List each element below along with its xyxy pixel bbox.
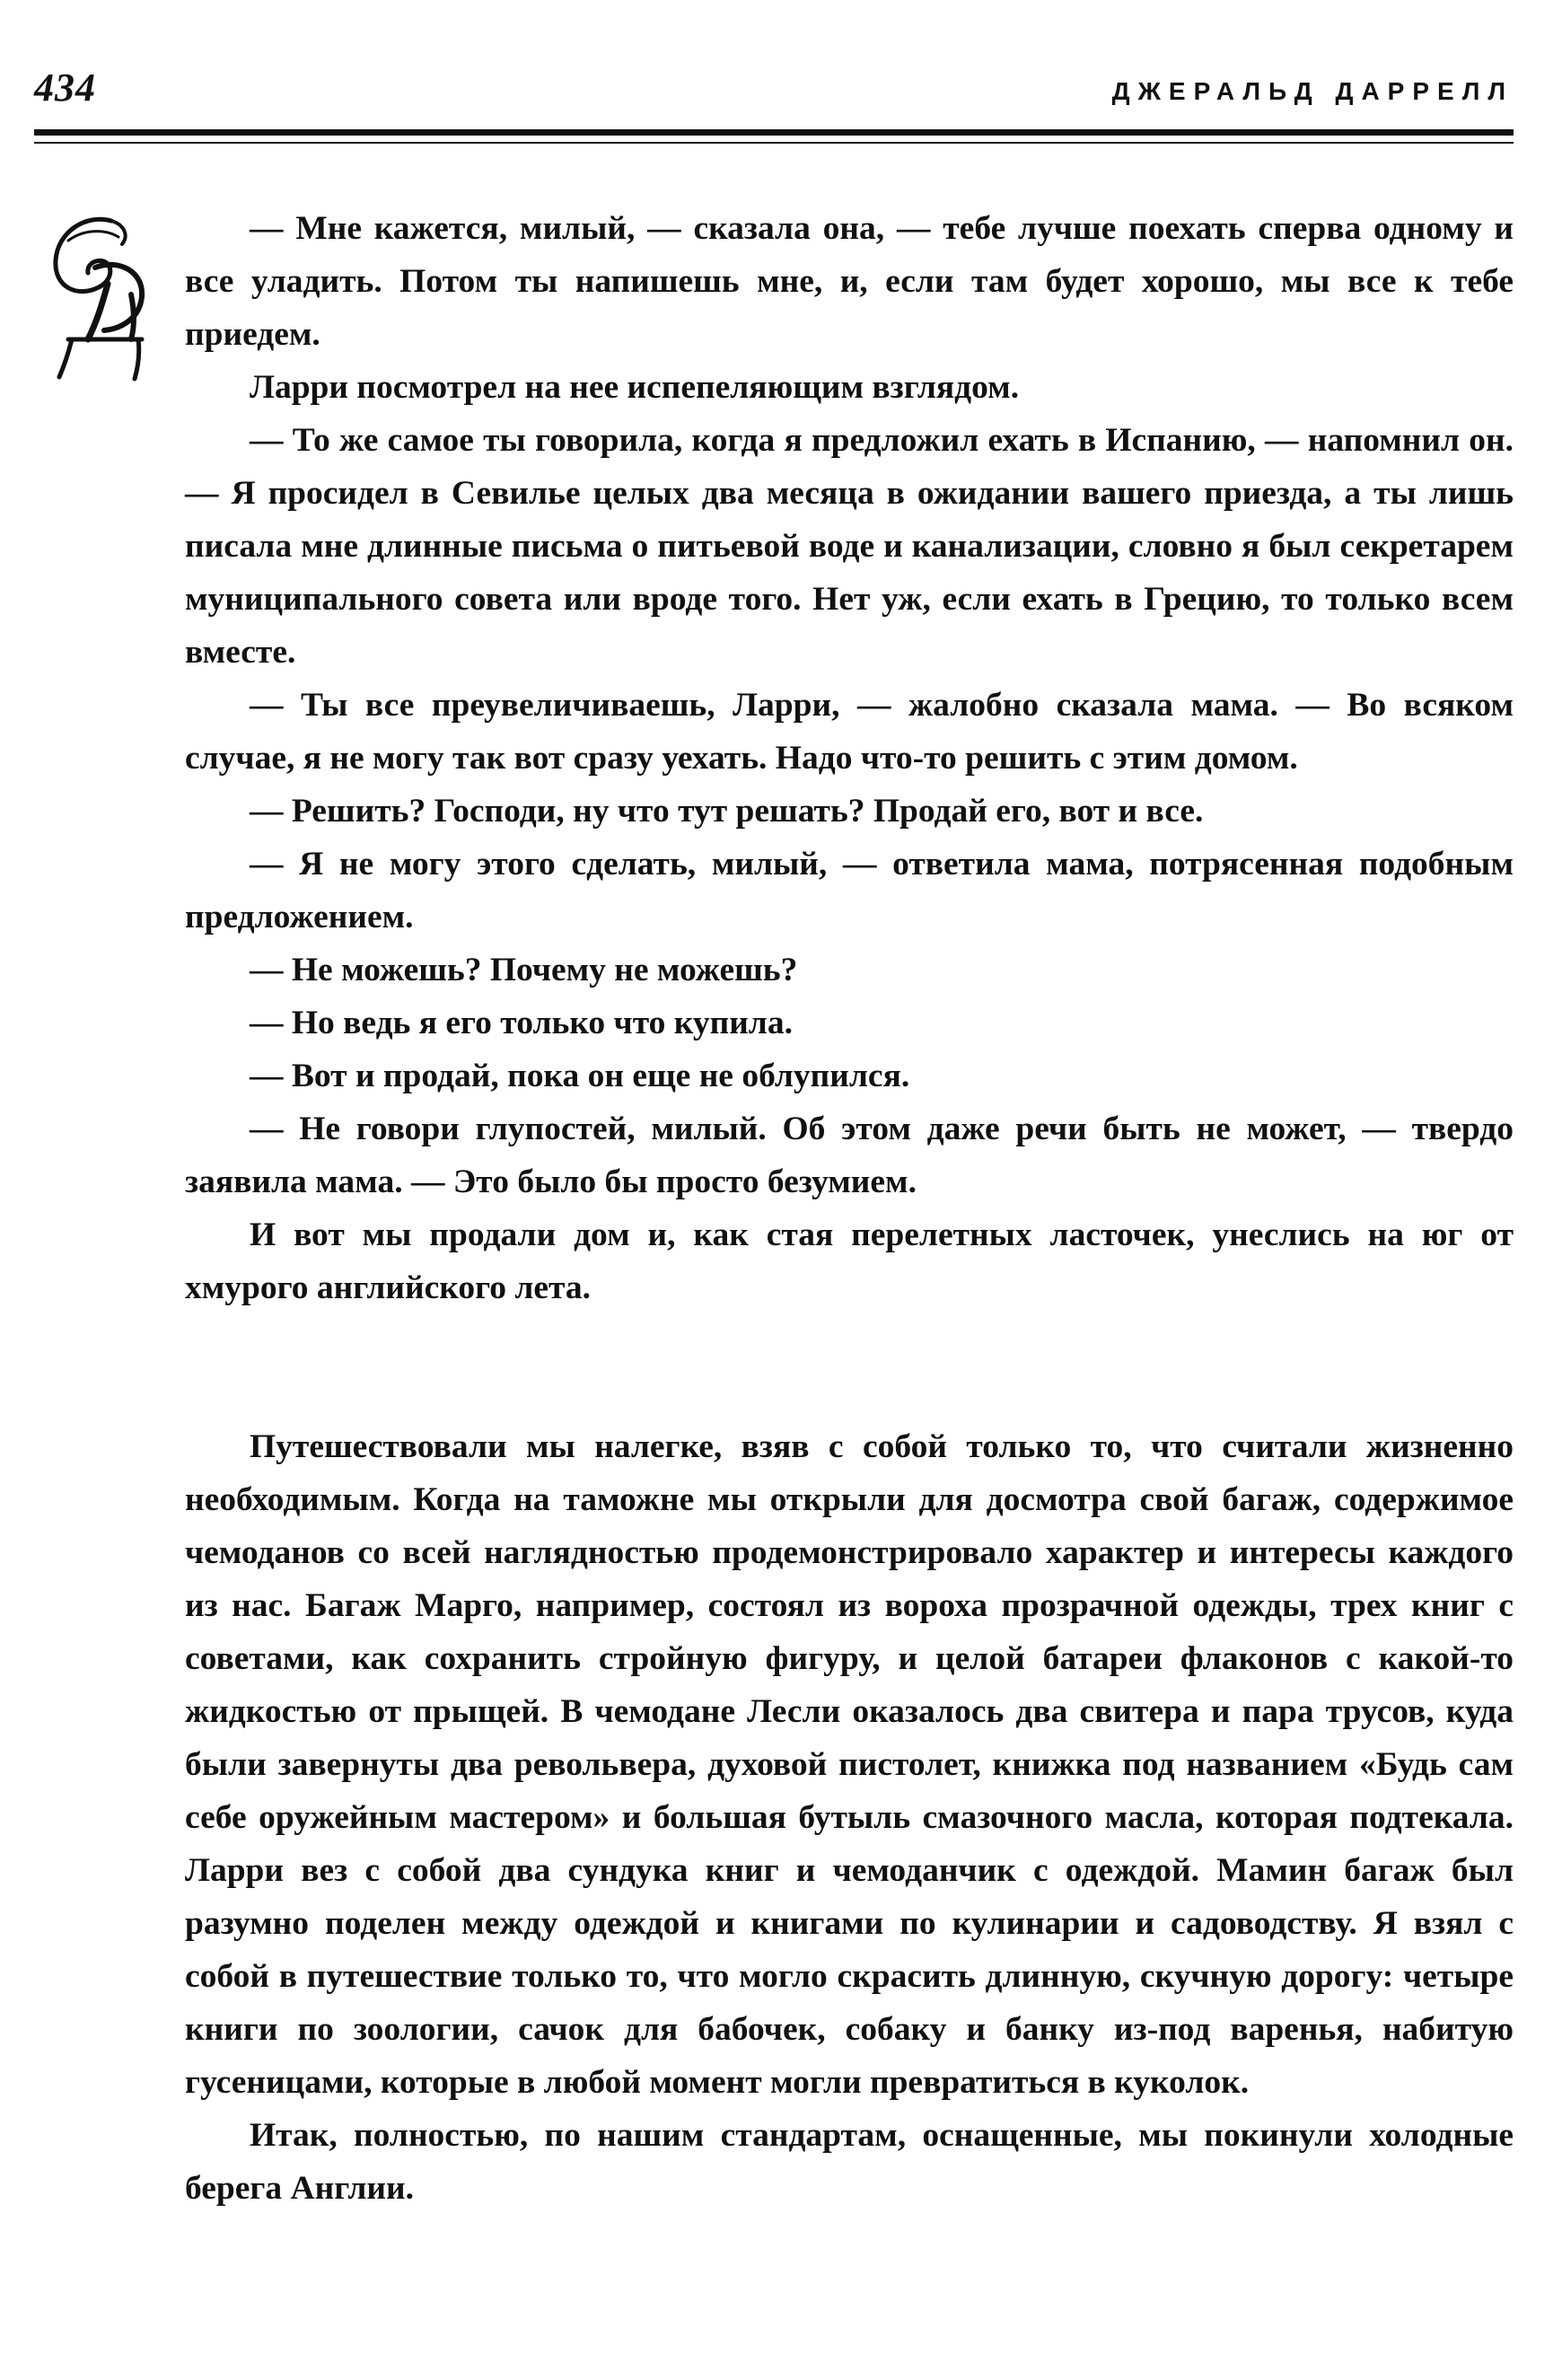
- monogram-gd-icon: [41, 205, 158, 384]
- paragraph: — Вот и продай, пока он еще не облупился.: [250, 1058, 910, 1094]
- body-text: [185, 202, 1514, 2215]
- paragraph: — Ты все преувеличиваешь, Ларри, — жалобно сказала мама. — Во всяком случае, я не могу так вот сразу уехать. Надо что-то решить с этим домом.: [185, 687, 1514, 777]
- header-rule-thin: [34, 142, 1514, 144]
- running-title: ДЖЕРАЛЬД ДАРРЕЛЛ: [1111, 77, 1514, 105]
- paragraph: — То же самое ты говорила, когда я предложил ехать в Испанию, — напомнил он. — Я просидел в Севилье целых два месяца в ожидании вашего приезда, а ты лишь писала мне длинные письма о питьевой воде и канализации, словно я был секретарем муниципального совета или вроде того. Нет уж, если ехать в Грецию, то только всем вместе.: [185, 422, 1514, 671]
- paragraph: — Но ведь я его только что купила.: [250, 1005, 793, 1041]
- paragraph: — Я не могу этого сделать, милый, — ответила мама, потрясенная подобным предложением.: [185, 846, 1514, 935]
- paragraph: Итак, полностью, по нашим стандартам, оснащенные, мы покинули холодные берега Англии.: [185, 2117, 1514, 2207]
- paragraph: Путешествовали мы налегке, взяв с собой только то, что считали жизненно необходимым. Когда на таможне мы открыли для досмотра свой багаж, содержимое чемоданов со всей наглядностью продемонстрировало характер и интересы каждого из нас. Багаж Марго, например, состоял из вороха прозрачной одежды, трех книг с советами, как сохранить стройную фигуру, и целой батареи флаконов с какой-то жидкостью от прыщей. В чемодане Лесли оказалось два свитера и пара трусов, куда были завернуты два револьвера, духовой пистолет, книжка под названием «Будь сам себе оружейным мастером» и большая бутыль смазочного масла, которая подтекала. Ларри вез с собой два сундука книг и чемоданчик с одеждой. Мамин багаж был разумно поделен между одеждой и книгами по кулинарии и садоводству. Я взял с собой в путешествие только то, что могло скрасить длинную, скучную дорогу: четыре книги по зоологии, сачок для бабочек, собаку и банку из-под варенья, набитую гусеницами, которые в любой момент могли превратиться в куколок.: [185, 1428, 1514, 2101]
- page-header: [34, 65, 1514, 119]
- page-number: 434: [34, 66, 96, 110]
- paragraph: И вот мы продали дом и, как стая перелетных ласточек, унеслись на юг от хмурого английского лета.: [185, 1216, 1514, 1306]
- paragraph: — Решить? Господи, ну что тут решать? Продай его, вот и все.: [250, 793, 1204, 830]
- paragraph: Ларри посмотрел на нее испепеляющим взглядом.: [250, 369, 1020, 406]
- header-rule-thick: [34, 129, 1514, 136]
- paragraph: — Не говори глупостей, милый. Об этом даже речи быть не может, — твердо заявила мама. — Это было бы просто безумием.: [185, 1111, 1514, 1200]
- paragraph: — Мне кажется, милый, — сказала она, — тебе лучше поехать сперва одному и все уладить. Потом ты напишешь мне, и, если там будет хорошо, мы все к тебе приедем.: [185, 210, 1514, 353]
- paragraph: — Не можешь? Почему не можешь?: [250, 952, 798, 988]
